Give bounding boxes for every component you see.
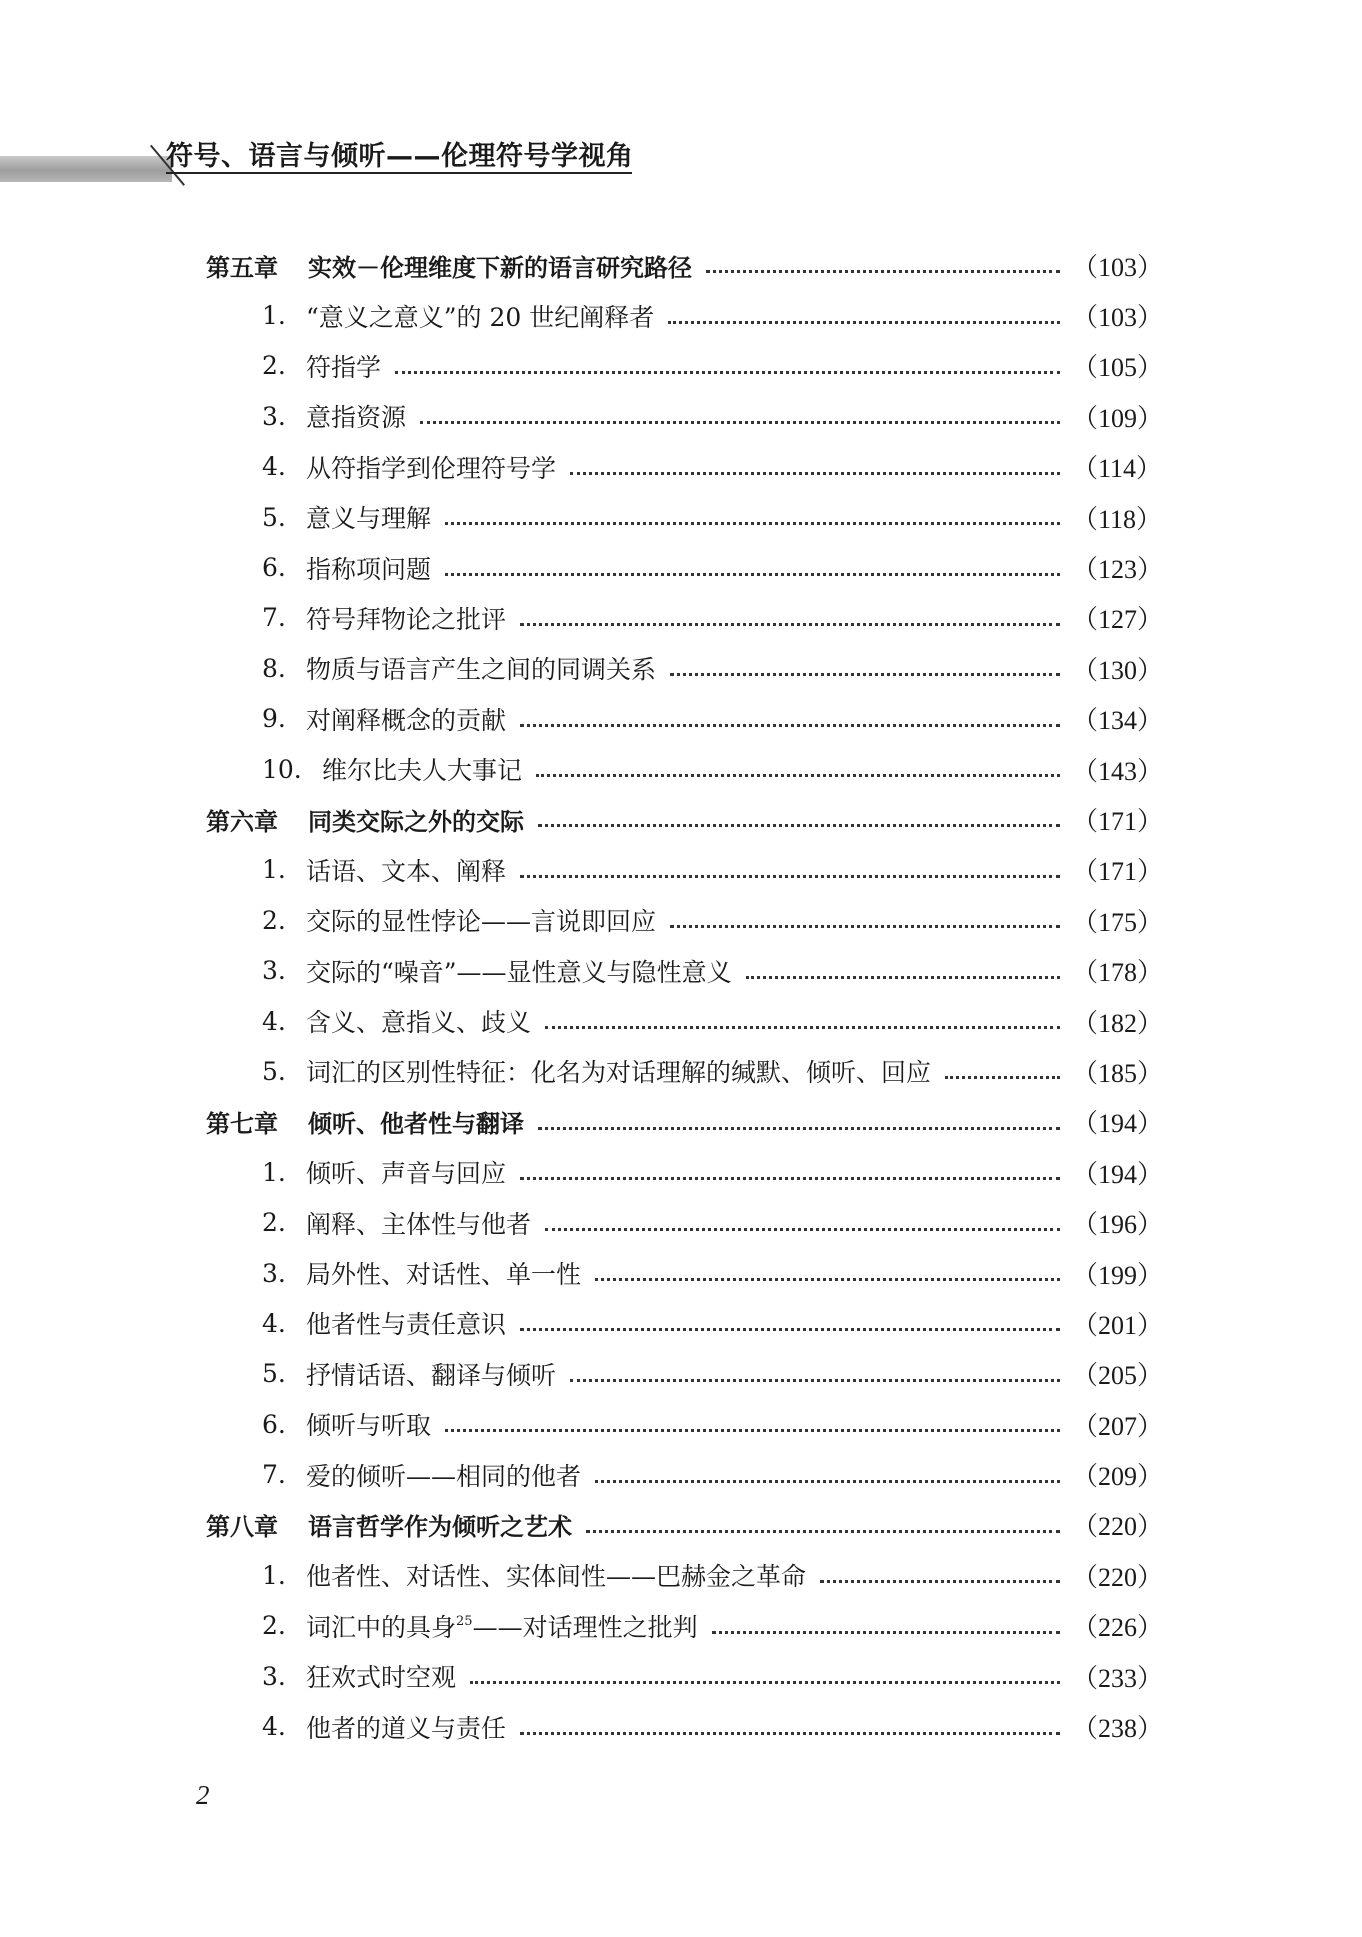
section-title: 局外性、对话性、单一性 <box>306 1260 582 1289</box>
page-reference: （185） <box>1072 1058 1164 1088</box>
leader-dots <box>595 1479 1060 1483</box>
leader-dots <box>395 370 1060 374</box>
toc-section-row[interactable] <box>0 1349 1362 1399</box>
page-reference: （134） <box>1072 706 1164 736</box>
leader-dots <box>538 1126 1060 1130</box>
toc-entry-label <box>262 1305 506 1341</box>
section-number: 3. <box>262 1258 286 1288</box>
toc-entry-label <box>262 1557 806 1593</box>
toc-section-row[interactable] <box>0 1601 1362 1651</box>
toc-chapter-row[interactable] <box>0 794 1362 844</box>
leader-dots <box>538 823 1060 827</box>
section-number: 7. <box>262 603 286 633</box>
toc-entry-label <box>262 650 656 686</box>
section-number: 3. <box>262 401 286 431</box>
page-reference: （175） <box>1072 907 1164 937</box>
toc-entry-label <box>262 600 506 636</box>
toc-entry-label <box>262 902 656 938</box>
running-header-title: 符号、语言与倾听——伦理符号学视角 <box>166 141 634 172</box>
page-reference: （105） <box>1072 353 1164 383</box>
toc-entry-label <box>262 550 431 586</box>
toc-section-row[interactable] <box>0 492 1362 542</box>
page-reference: （238） <box>1072 1714 1164 1744</box>
chapter-number: 第八章 <box>206 1513 278 1542</box>
section-title: 符号拜物论之批评 <box>306 604 507 634</box>
toc-chapter-row[interactable] <box>0 240 1362 290</box>
leader-dots <box>420 420 1060 424</box>
section-title: 词汇的区别性特征：化名为对话理解的缄默、倾听、回应 <box>306 1058 932 1088</box>
toc-section-row[interactable] <box>0 1046 1362 1096</box>
toc-section-row[interactable] <box>0 945 1362 995</box>
leader-dots <box>520 874 1060 878</box>
section-title: 倾听、声音与回应 <box>306 1159 507 1189</box>
toc-entry-label <box>262 348 381 384</box>
section-number: 1. <box>262 301 286 331</box>
section-number: 10. <box>262 754 302 784</box>
section-number: 4. <box>262 1308 286 1338</box>
page-reference: （201） <box>1072 1310 1164 1340</box>
leader-dots <box>570 471 1060 475</box>
page-reference: （103） <box>1072 252 1164 282</box>
header-decoration-bar <box>0 156 172 182</box>
leader-dots <box>470 1680 1060 1684</box>
toc-entry-label <box>262 751 522 787</box>
section-title: 词汇中的具身 <box>306 1612 457 1642</box>
page-reference: （123） <box>1072 555 1164 585</box>
leader-dots <box>445 572 1060 576</box>
chapter-number: 第五章 <box>206 253 278 282</box>
section-title: 意义与理解 <box>306 504 432 534</box>
toc-entry-label <box>262 1003 531 1039</box>
header-underline <box>166 172 632 174</box>
page-reference: （209） <box>1072 1462 1164 1492</box>
toc-section-row[interactable] <box>0 1147 1362 1197</box>
chapter-title: 同类交际之外的交际 <box>308 807 524 836</box>
toc-section-row[interactable] <box>0 1550 1362 1600</box>
page-reference: （199） <box>1072 1260 1164 1290</box>
toc-entry-label <box>262 1356 556 1392</box>
leader-dots <box>545 1025 1060 1029</box>
leader-dots <box>520 1731 1060 1735</box>
toc-section-row[interactable] <box>0 1298 1362 1348</box>
section-number: 2. <box>262 1208 286 1238</box>
section-title: 阐释、主体性与他者 <box>306 1209 532 1239</box>
toc-entry-label <box>262 1457 581 1493</box>
leader-dots <box>520 622 1060 626</box>
toc-entry-label <box>262 1255 581 1291</box>
toc-entry-label <box>262 1154 506 1190</box>
toc-entry-label <box>206 1104 524 1139</box>
page-reference: （109） <box>1072 403 1164 433</box>
page-reference: （207） <box>1072 1411 1164 1441</box>
leader-dots <box>712 1630 1060 1634</box>
page-reference: （103） <box>1072 303 1164 333</box>
section-title: 维尔比夫人大事记 <box>322 756 523 786</box>
leader-dots <box>670 672 1060 676</box>
section-title: 对阐释概念的贡献 <box>306 705 507 735</box>
leader-dots <box>595 1277 1060 1281</box>
toc-entry-label <box>262 701 506 737</box>
leader-dots <box>520 723 1060 727</box>
toc-chapter-row[interactable] <box>0 1097 1362 1147</box>
leader-dots <box>536 773 1060 777</box>
section-title: 狂欢式时空观 <box>306 1663 457 1693</box>
page-reference: （196） <box>1072 1210 1164 1240</box>
leader-dots <box>520 1176 1060 1180</box>
chapter-title: 实效－伦理维度下新的语言研究路径 <box>308 253 692 282</box>
page-reference: （130） <box>1072 655 1164 685</box>
section-number: 2. <box>262 1611 286 1641</box>
page-number: 2 <box>196 1780 210 1810</box>
section-title: 抒情话语、翻译与倾听 <box>306 1360 557 1390</box>
leader-dots <box>445 1428 1060 1432</box>
toc-section-row[interactable] <box>0 1449 1362 1499</box>
leader-dots <box>670 924 1060 928</box>
page-reference: （220） <box>1072 1562 1164 1592</box>
toc-section-row[interactable] <box>0 391 1362 441</box>
section-title: 含义、意指义、歧义 <box>306 1008 532 1038</box>
section-title: 交际的“噪音”——显性意义与隐性意义 <box>306 957 732 987</box>
section-number: 3. <box>262 956 286 986</box>
toc-entry-label <box>206 248 692 283</box>
toc-entry-label <box>262 398 406 434</box>
leader-dots <box>668 320 1060 324</box>
page-reference: （171） <box>1072 806 1164 836</box>
toc-entry-label <box>206 802 524 837</box>
page-reference: （171） <box>1072 857 1164 887</box>
section-number: 9. <box>262 704 286 734</box>
toc-entry-label <box>262 298 654 334</box>
section-title: 意指资源 <box>306 403 407 433</box>
section-number: 6. <box>262 1409 286 1439</box>
toc-entry-label <box>262 1205 531 1241</box>
toc-section-row[interactable] <box>0 1197 1362 1247</box>
section-number: 4. <box>262 452 286 482</box>
page-reference: （114） <box>1072 454 1163 484</box>
chapter-number: 第七章 <box>206 1110 278 1139</box>
toc-section-row[interactable] <box>0 744 1362 794</box>
section-title: 物质与语言产生之间的同调关系 <box>306 655 657 685</box>
section-number: 3. <box>262 1661 286 1691</box>
page-reference: （127） <box>1072 605 1164 635</box>
section-title: 他者性与责任意识 <box>306 1310 507 1340</box>
leader-dots <box>746 975 1060 979</box>
section-number: 8. <box>262 653 286 683</box>
section-title: 交际的显性悖论——言说即回应 <box>306 907 657 937</box>
section-number: 6. <box>262 553 286 583</box>
section-number: 5. <box>262 1056 286 1086</box>
section-number: 1. <box>262 1560 286 1590</box>
section-title: 符指学 <box>306 352 382 382</box>
toc-section-row[interactable] <box>0 694 1362 744</box>
section-number: 2. <box>262 905 286 935</box>
leader-dots <box>570 1378 1060 1382</box>
section-number: 4. <box>262 1006 286 1036</box>
section-title: 指称项问题 <box>306 554 432 584</box>
chapter-title: 倾听、他者性与翻译 <box>308 1110 524 1139</box>
page-reference: （143） <box>1072 756 1164 786</box>
page-reference: （220） <box>1072 1512 1164 1542</box>
section-number: 4. <box>262 1712 286 1742</box>
section-number: 7. <box>262 1460 286 1490</box>
chapter-title: 语言哲学作为倾听之艺术 <box>308 1513 572 1542</box>
page-reference: （205） <box>1072 1361 1164 1391</box>
toc-entry-label <box>262 1608 698 1644</box>
toc-entry-label <box>262 1709 506 1745</box>
toc-section-row[interactable] <box>0 1399 1362 1449</box>
section-title-continuation: ——对话理性之批判 <box>472 1612 698 1642</box>
toc-entry-label <box>262 449 556 485</box>
section-number: 2. <box>262 351 286 381</box>
section-title: 他者的道义与责任 <box>306 1713 507 1743</box>
page-reference: （178） <box>1072 958 1164 988</box>
leader-dots <box>706 269 1060 273</box>
toc-entry-label <box>262 499 431 535</box>
toc-section-row[interactable] <box>0 341 1362 391</box>
page-reference: （182） <box>1072 1008 1164 1038</box>
section-title: 倾听与听取 <box>306 1411 432 1441</box>
chapter-number: 第六章 <box>206 807 278 836</box>
section-number: 1. <box>262 855 286 885</box>
toc-entry-label <box>262 1658 456 1694</box>
toc-entry-label <box>262 1053 931 1089</box>
page-reference: （233） <box>1072 1663 1164 1693</box>
section-title: 话语、文本、阐释 <box>306 856 507 886</box>
leader-dots <box>945 1075 1060 1079</box>
section-title: “意义之意义”的 20 世纪阐释者 <box>306 302 655 332</box>
section-number: 1. <box>262 1157 286 1187</box>
leader-dots <box>586 1529 1060 1533</box>
footnote-marker[interactable]: 25 <box>456 1614 473 1630</box>
section-title: 从符指学到伦理符号学 <box>306 453 557 483</box>
toc-section-row[interactable] <box>0 290 1362 340</box>
leader-dots <box>545 1227 1060 1231</box>
section-title: 他者性、对话性、实体间性——巴赫金之革命 <box>306 1562 807 1592</box>
page-reference: （226） <box>1072 1613 1164 1643</box>
table-of-contents <box>0 240 1362 1752</box>
toc-section-row[interactable] <box>0 895 1362 945</box>
toc-section-row[interactable] <box>0 1248 1362 1298</box>
section-title: 爱的倾听——相同的他者 <box>306 1461 582 1491</box>
leader-dots <box>520 1327 1060 1331</box>
toc-section-row[interactable] <box>0 1701 1362 1751</box>
section-number: 5. <box>262 1359 286 1389</box>
toc-section-row[interactable] <box>0 442 1362 492</box>
page-reference: （194） <box>1072 1109 1164 1139</box>
toc-section-row[interactable] <box>0 996 1362 1046</box>
toc-chapter-row[interactable] <box>0 1500 1362 1550</box>
section-number: 5. <box>262 502 286 532</box>
toc-entry-label <box>262 852 506 888</box>
page-reference: （118） <box>1072 504 1163 534</box>
toc-entry-label <box>206 1507 572 1542</box>
toc-entry-label <box>262 953 732 989</box>
leader-dots <box>445 521 1060 525</box>
toc-entry-label <box>262 1406 431 1442</box>
page-reference: （194） <box>1072 1159 1164 1189</box>
leader-dots <box>820 1579 1060 1583</box>
toc-section-row[interactable] <box>0 542 1362 592</box>
toc-section-row[interactable] <box>0 593 1362 643</box>
toc-section-row[interactable] <box>0 1651 1362 1701</box>
toc-section-row[interactable] <box>0 643 1362 693</box>
toc-section-row[interactable] <box>0 845 1362 895</box>
